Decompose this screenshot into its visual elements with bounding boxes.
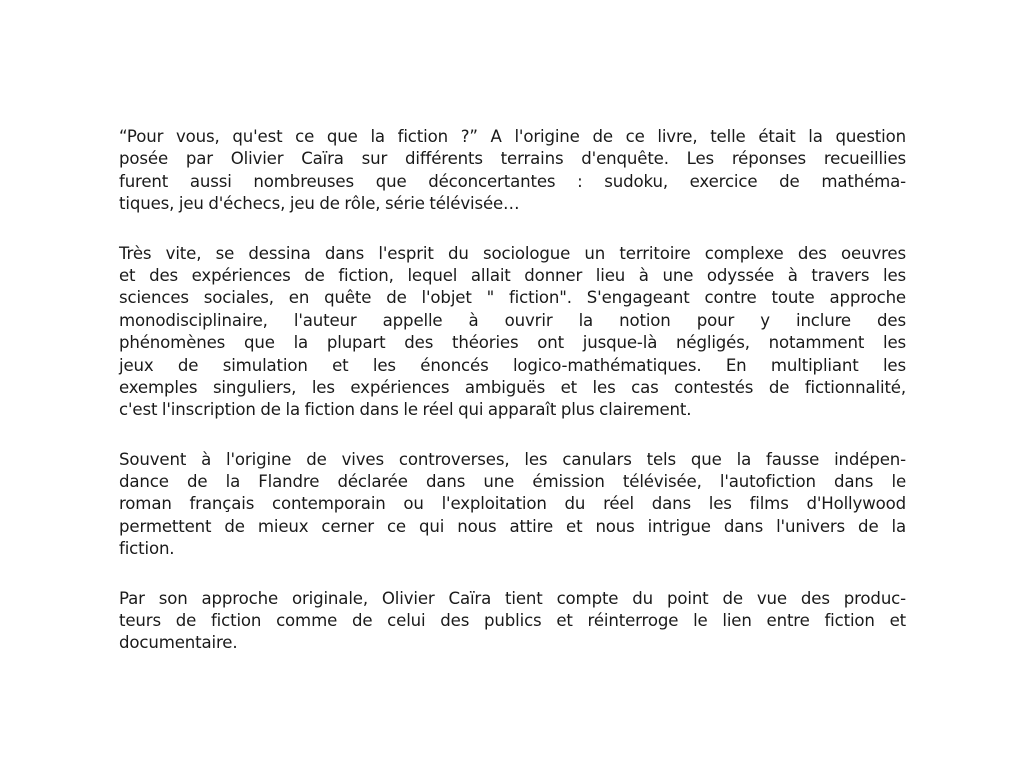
text-line: documentaire. <box>119 633 238 653</box>
text-line: et des expériences de fiction, lequel allait donner lieu à une odyssée à travers les <box>119 265 906 285</box>
text-line: Souvent à l'origine de vives controverses, les canulars tels que la fausse indépen- <box>119 449 906 469</box>
text-line: Très vite, se dessina dans l'esprit du sociologue un territoire complexe des oeuvres <box>119 243 906 263</box>
text-line: exemples singuliers, les expériences ambiguës et les cas contestés de fictionnalité, <box>119 377 906 397</box>
text-line: sciences sociales, en quête de l'objet " fiction". S'engageant contre toute approche <box>119 288 906 308</box>
text-line: permettent de mieux cerner ce qui nous attire et nous intrigue dans l'univers de la <box>119 516 906 536</box>
text-line: Par son approche originale, Olivier Caïra tient compte du point de vue des produc- <box>119 588 906 608</box>
text-line: c'est l'inscription de la fiction dans le réel qui apparaît plus clairement. <box>119 400 692 420</box>
text-line: phénomènes que la plupart des théories ont jusque-là négligés, notamment les <box>119 333 906 353</box>
paragraph-original-approach <box>119 588 906 655</box>
text-line: dance de la Flandre déclarée dans une émission télévisée, l'autofiction dans le <box>119 472 906 492</box>
text-line: jeux de simulation et les énoncés logico-mathématiques. En multipliant les <box>119 355 906 375</box>
text-line: teurs de fiction comme de celui des publics et réinterroge le lien entre fiction et <box>119 611 906 631</box>
text-line: monodisciplinaire, l'auteur appelle à ouvrir la notion pour y inclure des <box>119 310 906 330</box>
text-line: tiques, jeu d'échecs, jeu de rôle, série télévisée… <box>119 194 520 214</box>
text-line: roman français contemporain ou l'exploitation du réel dans les films d'Hollywood <box>119 494 906 514</box>
text-line: fiction. <box>119 539 175 559</box>
text-line: “Pour vous, qu'est ce que la fiction ?” A l'origine de ce livre, telle était la question <box>119 127 906 146</box>
paragraph-fiction-territory <box>119 243 906 422</box>
text-line: furent aussi nombreuses que déconcertantes : sudoku, exercice de mathéma- <box>119 171 906 191</box>
text-line: posée par Olivier Caïra sur différents terrains d'enquête. Les réponses recueillies <box>119 149 906 169</box>
paragraph-controversies <box>119 449 906 561</box>
document-page <box>119 126 906 682</box>
paragraph-intro-question <box>119 126 906 216</box>
